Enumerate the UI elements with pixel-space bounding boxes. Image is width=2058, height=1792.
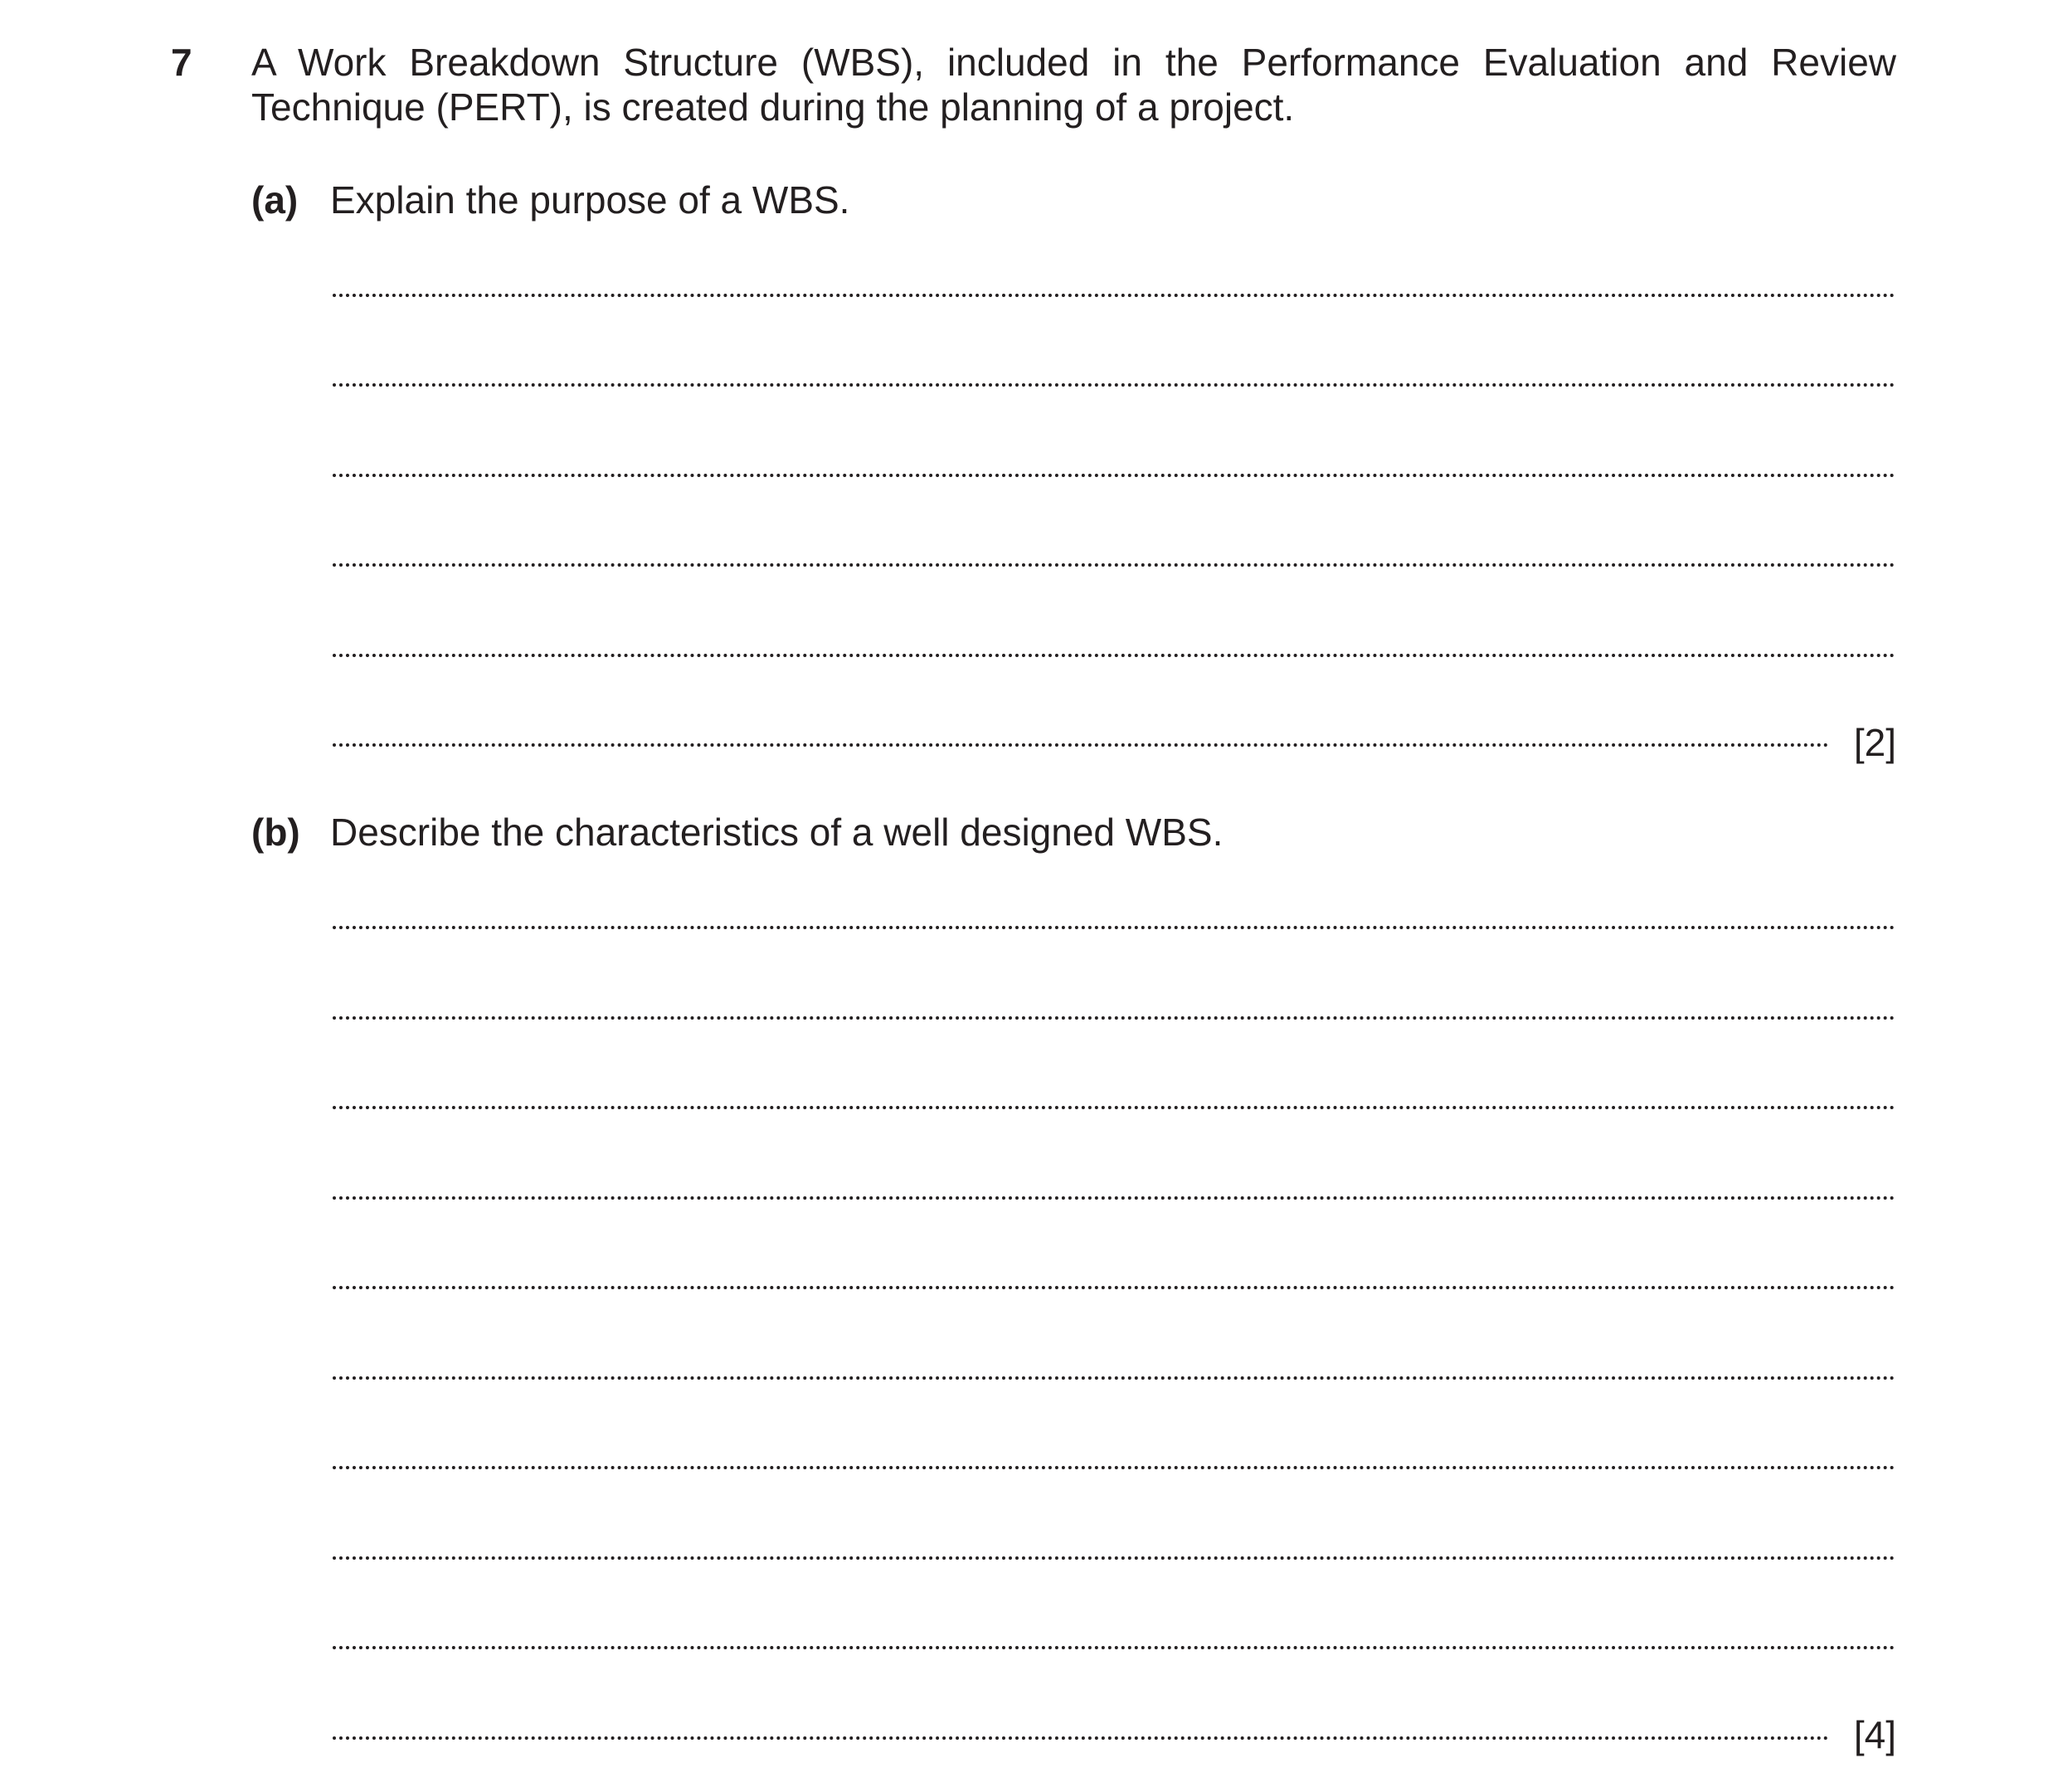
part-a-marks: [2] — [1853, 721, 1896, 764]
part-b-answer-line[interactable] — [333, 926, 1895, 929]
part-b-answer-line[interactable] — [333, 1556, 1895, 1560]
part-b-marks: [4] — [1853, 1713, 1896, 1756]
part-b-answer-line[interactable] — [333, 1466, 1895, 1469]
part-b-answer-line[interactable] — [333, 1196, 1895, 1200]
part-b-prompt: Describe the characteristics of a well designed WBS. — [330, 811, 1224, 854]
part-b-answer-line[interactable] — [333, 1646, 1895, 1649]
part-a-prompt: Explain the purpose of a WBS. — [330, 178, 850, 222]
part-a-answer-line[interactable] — [333, 383, 1895, 387]
part-a-answer-line[interactable] — [333, 294, 1895, 297]
part-b-answer-line[interactable] — [333, 1016, 1895, 1020]
part-a-answer-line[interactable] — [333, 743, 1829, 747]
part-a-label: (a) — [251, 178, 299, 222]
part-b-label: (b) — [251, 811, 300, 854]
question-number: 7 — [171, 41, 192, 84]
part-a-answer-line[interactable] — [333, 474, 1895, 477]
part-a-answer-line[interactable] — [333, 654, 1895, 657]
part-b-answer-line[interactable] — [333, 1736, 1829, 1740]
part-a-answer-line[interactable] — [333, 563, 1895, 567]
question-stem: A Work Breakdown Structure (WBS), included in the Performance Evaluation and Review Technique (PERT), is created during the planning of a project. — [251, 41, 1896, 129]
part-b-answer-line[interactable] — [333, 1286, 1895, 1289]
part-b-answer-line[interactable] — [333, 1376, 1895, 1380]
part-b-answer-line[interactable] — [333, 1106, 1895, 1109]
